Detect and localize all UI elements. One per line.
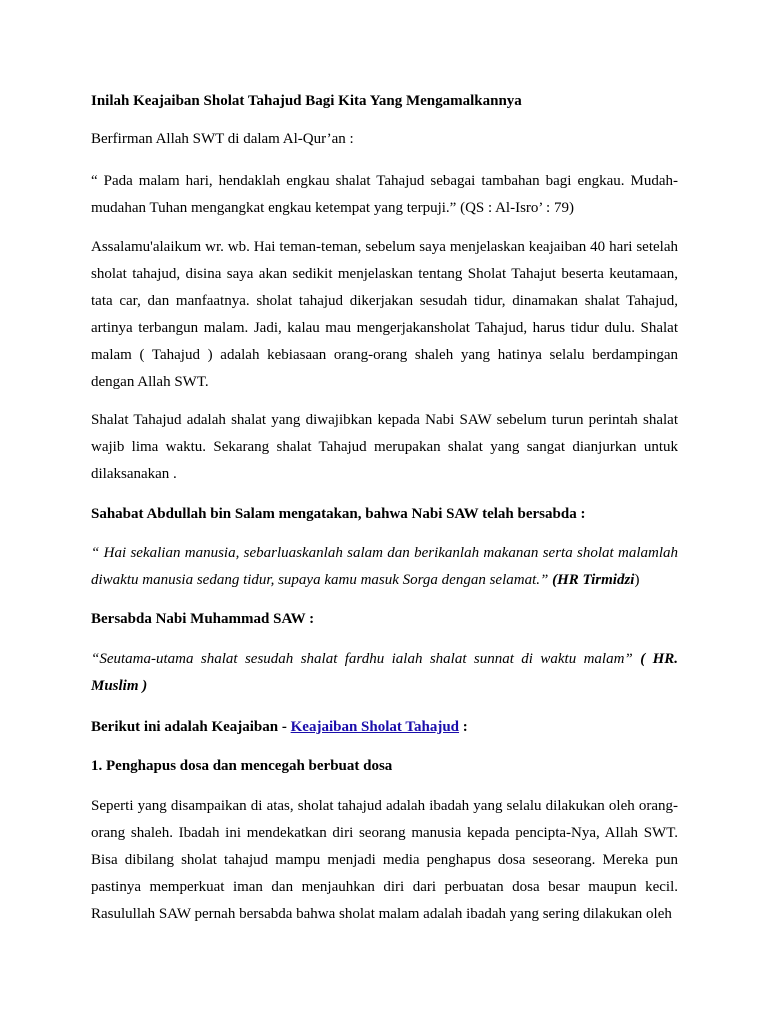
hadith-quote-1 bbox=[91, 540, 678, 594]
keajaiban-link[interactable]: Keajaiban Sholat Tahajud bbox=[290, 719, 460, 735]
body-paragraph: Seperti yang disampaikan di atas, sholat tahajud adalah ibadah yang selalu dilakukan oleh orang-orang shaleh. Ibadah ini mendekatkan diri seorang manusia kepada pencipta-Nya, Allah SWT. Bisa dibilang sholat tahajud mampu menjadi media penghapus dosa seseorang. Mereka pun pastinya memperkuat iman dan menjauhkan diri dari perbuatan dosa besar maupun kecil. Rasulullah SAW pernah bersabda bahwa sholat malam adalah ibadah yang sering dilakukan oleh bbox=[91, 798, 678, 922]
hadith-quote-1-close: ) bbox=[634, 572, 640, 588]
tahajud-definition-paragraph: Shalat Tahajud adalah shalat yang diwajibkan kepada Nabi SAW sebelum turun perintah shalat wajib lima waktu. Sekarang shalat Tahajud merupakan shalat yang sangat dianjurkan untuk dilaksanakan . bbox=[91, 412, 678, 482]
hadith-heading-1: Sahabat Abdullah bin Salam mengatakan, bahwa Nabi SAW telah bersabda : bbox=[91, 506, 586, 522]
numbered-heading-1: 1. Penghapus dosa dan mencegah berbuat dosa bbox=[91, 758, 393, 774]
intro-paragraph: Berfirman Allah SWT di dalam Al-Qur’an : bbox=[91, 131, 354, 147]
section-heading-suffix: : bbox=[462, 719, 468, 735]
hadith-quote-2 bbox=[91, 646, 678, 700]
hadith-quote-1-text: “ Hai sekalian manusia, sebarluaskanlah salam dan berikanlah makanan serta sholat malamlah diwaktu manusia sedang tidur, supaya kamu masuk Sorga dengan selamat.” bbox=[91, 545, 678, 588]
explanation-paragraph: Assalamu'alaikum wr. wb. Hai teman-teman, sebelum saya menjelaskan keajaiban 40 hari setelah sholat tahajud, disina saya akan sedikit menjelaskan tentang Sholat Tahajut beserta keutamaan, tata car, dan manfaatnya. sholat tahajud dikerjakan sesudah tidur, dinamakan shalat Tahajud, artinya terbangun malam. Jadi, kalau mau mengerjakansholat Tahajud, harus tidur dulu. Shalat malam ( Tahajud ) adalah kebiasaan orang-orang shaleh yang hatinya selalu berdampingan dengan Allah SWT. bbox=[91, 239, 678, 390]
section-heading-prefix: Berikut ini adalah Keajaiban - bbox=[91, 719, 287, 735]
hadith-quote-2-source: ( HR. Muslim ) bbox=[91, 651, 679, 694]
page-title: Inilah Keajaiban Sholat Tahajud Bagi Kita Yang Mengamalkannya bbox=[91, 93, 522, 109]
quran-quote: “ Pada malam hari, hendaklah engkau shalat Tahajud sebagai tambahan bagi engkau. Mudah-mudahan Tuhan mengangkat engkau ketempat yang terpuji.” (QS : Al-Isro’ : 79) bbox=[91, 173, 678, 216]
hadith-heading-2: Bersabda Nabi Muhammad SAW : bbox=[91, 611, 315, 627]
hadith-quote-2-text: “Seutama-utama shalat sesudah shalat fardhu ialah shalat sunnat di waktu malam” bbox=[91, 651, 633, 667]
section-heading bbox=[91, 714, 678, 741]
hadith-quote-1-source: (HR Tirmidzi bbox=[552, 572, 635, 588]
